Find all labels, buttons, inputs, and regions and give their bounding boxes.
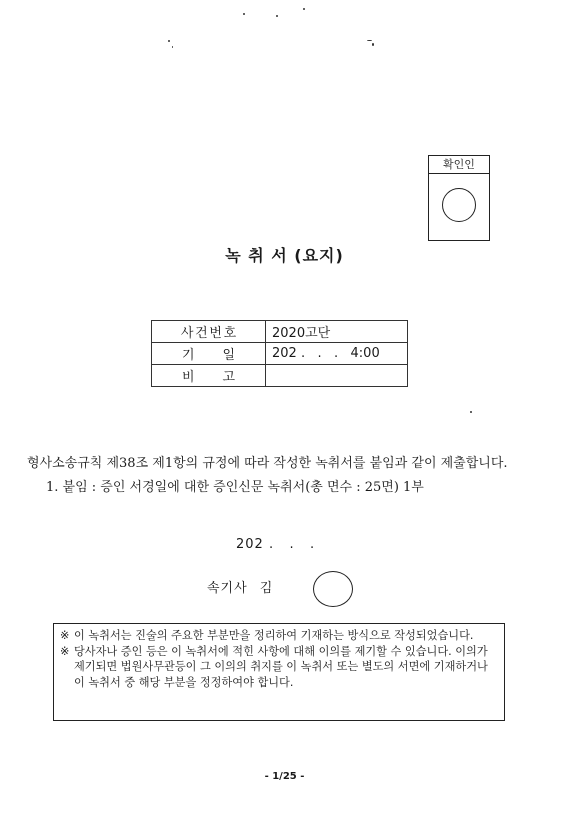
scan-speck: [172, 46, 173, 48]
scan-speck: [372, 43, 374, 46]
case-number-label: 사 건 번 호: [152, 321, 266, 343]
notice-item: [60, 628, 498, 644]
reference-mark: ※: [60, 644, 70, 658]
signature-seal-circle: [313, 571, 353, 607]
scan-speck: [243, 13, 245, 15]
notice-item: [60, 644, 498, 691]
submission-statement: 형사소송규칙 제38조 제1항의 규정에 따라 작성한 녹취서를 붙임과 같이 제출합니다.: [27, 456, 508, 471]
scan-speck: [470, 411, 472, 413]
case-number-value: 2020고단: [266, 321, 408, 343]
notice-box: [53, 623, 505, 721]
document-title: 녹 취 서 (요지): [225, 246, 344, 265]
table-row: [152, 343, 408, 365]
scan-speck: [276, 15, 278, 17]
notice-text: 이 녹취서는 진술의 주요한 부분만을 정리하여 기재하는 방식으로 작성되었습니다.: [74, 629, 474, 642]
table-row: [152, 321, 408, 343]
filing-date: 202 . . .: [236, 537, 316, 552]
stenographer-line: [207, 577, 272, 596]
attachment-line: 1. 붙임 : 증인 서경일에 대한 증인신문 녹취서(총 면수 : 25면) 1부: [46, 480, 424, 495]
reference-mark: ※: [60, 629, 70, 642]
remarks-value: [266, 365, 408, 387]
stenographer-label: 속기사: [207, 581, 248, 596]
scan-speck: [303, 8, 305, 10]
case-info-table: [151, 320, 408, 387]
hearing-date-label: 기 일: [152, 343, 266, 365]
table-row: [152, 365, 408, 387]
hearing-date-value: 202 . . . 4:00: [266, 343, 408, 365]
remarks-label: 비 고: [152, 365, 266, 387]
page-number: - 1/25 -: [264, 771, 305, 782]
confirmation-box: [428, 155, 490, 241]
notice-text: 당사자나 증인 등은 이 녹취서에 적힌 사항에 대해 이의를 제기할 수 있습니다. 이의가 제기되면 법원사무관등이 그 이의의 취지를 이 녹취서 또는 별도의 서면에 기재하거나 이 녹취서 중 해당 부분을 정정하여야 합니다.: [74, 644, 488, 689]
stenographer-name: 김: [259, 581, 273, 596]
seal-stamp-circle: [442, 188, 476, 222]
confirmation-label: 확인인: [429, 156, 489, 174]
scan-speck: [168, 40, 170, 42]
scan-speck: [367, 40, 372, 41]
